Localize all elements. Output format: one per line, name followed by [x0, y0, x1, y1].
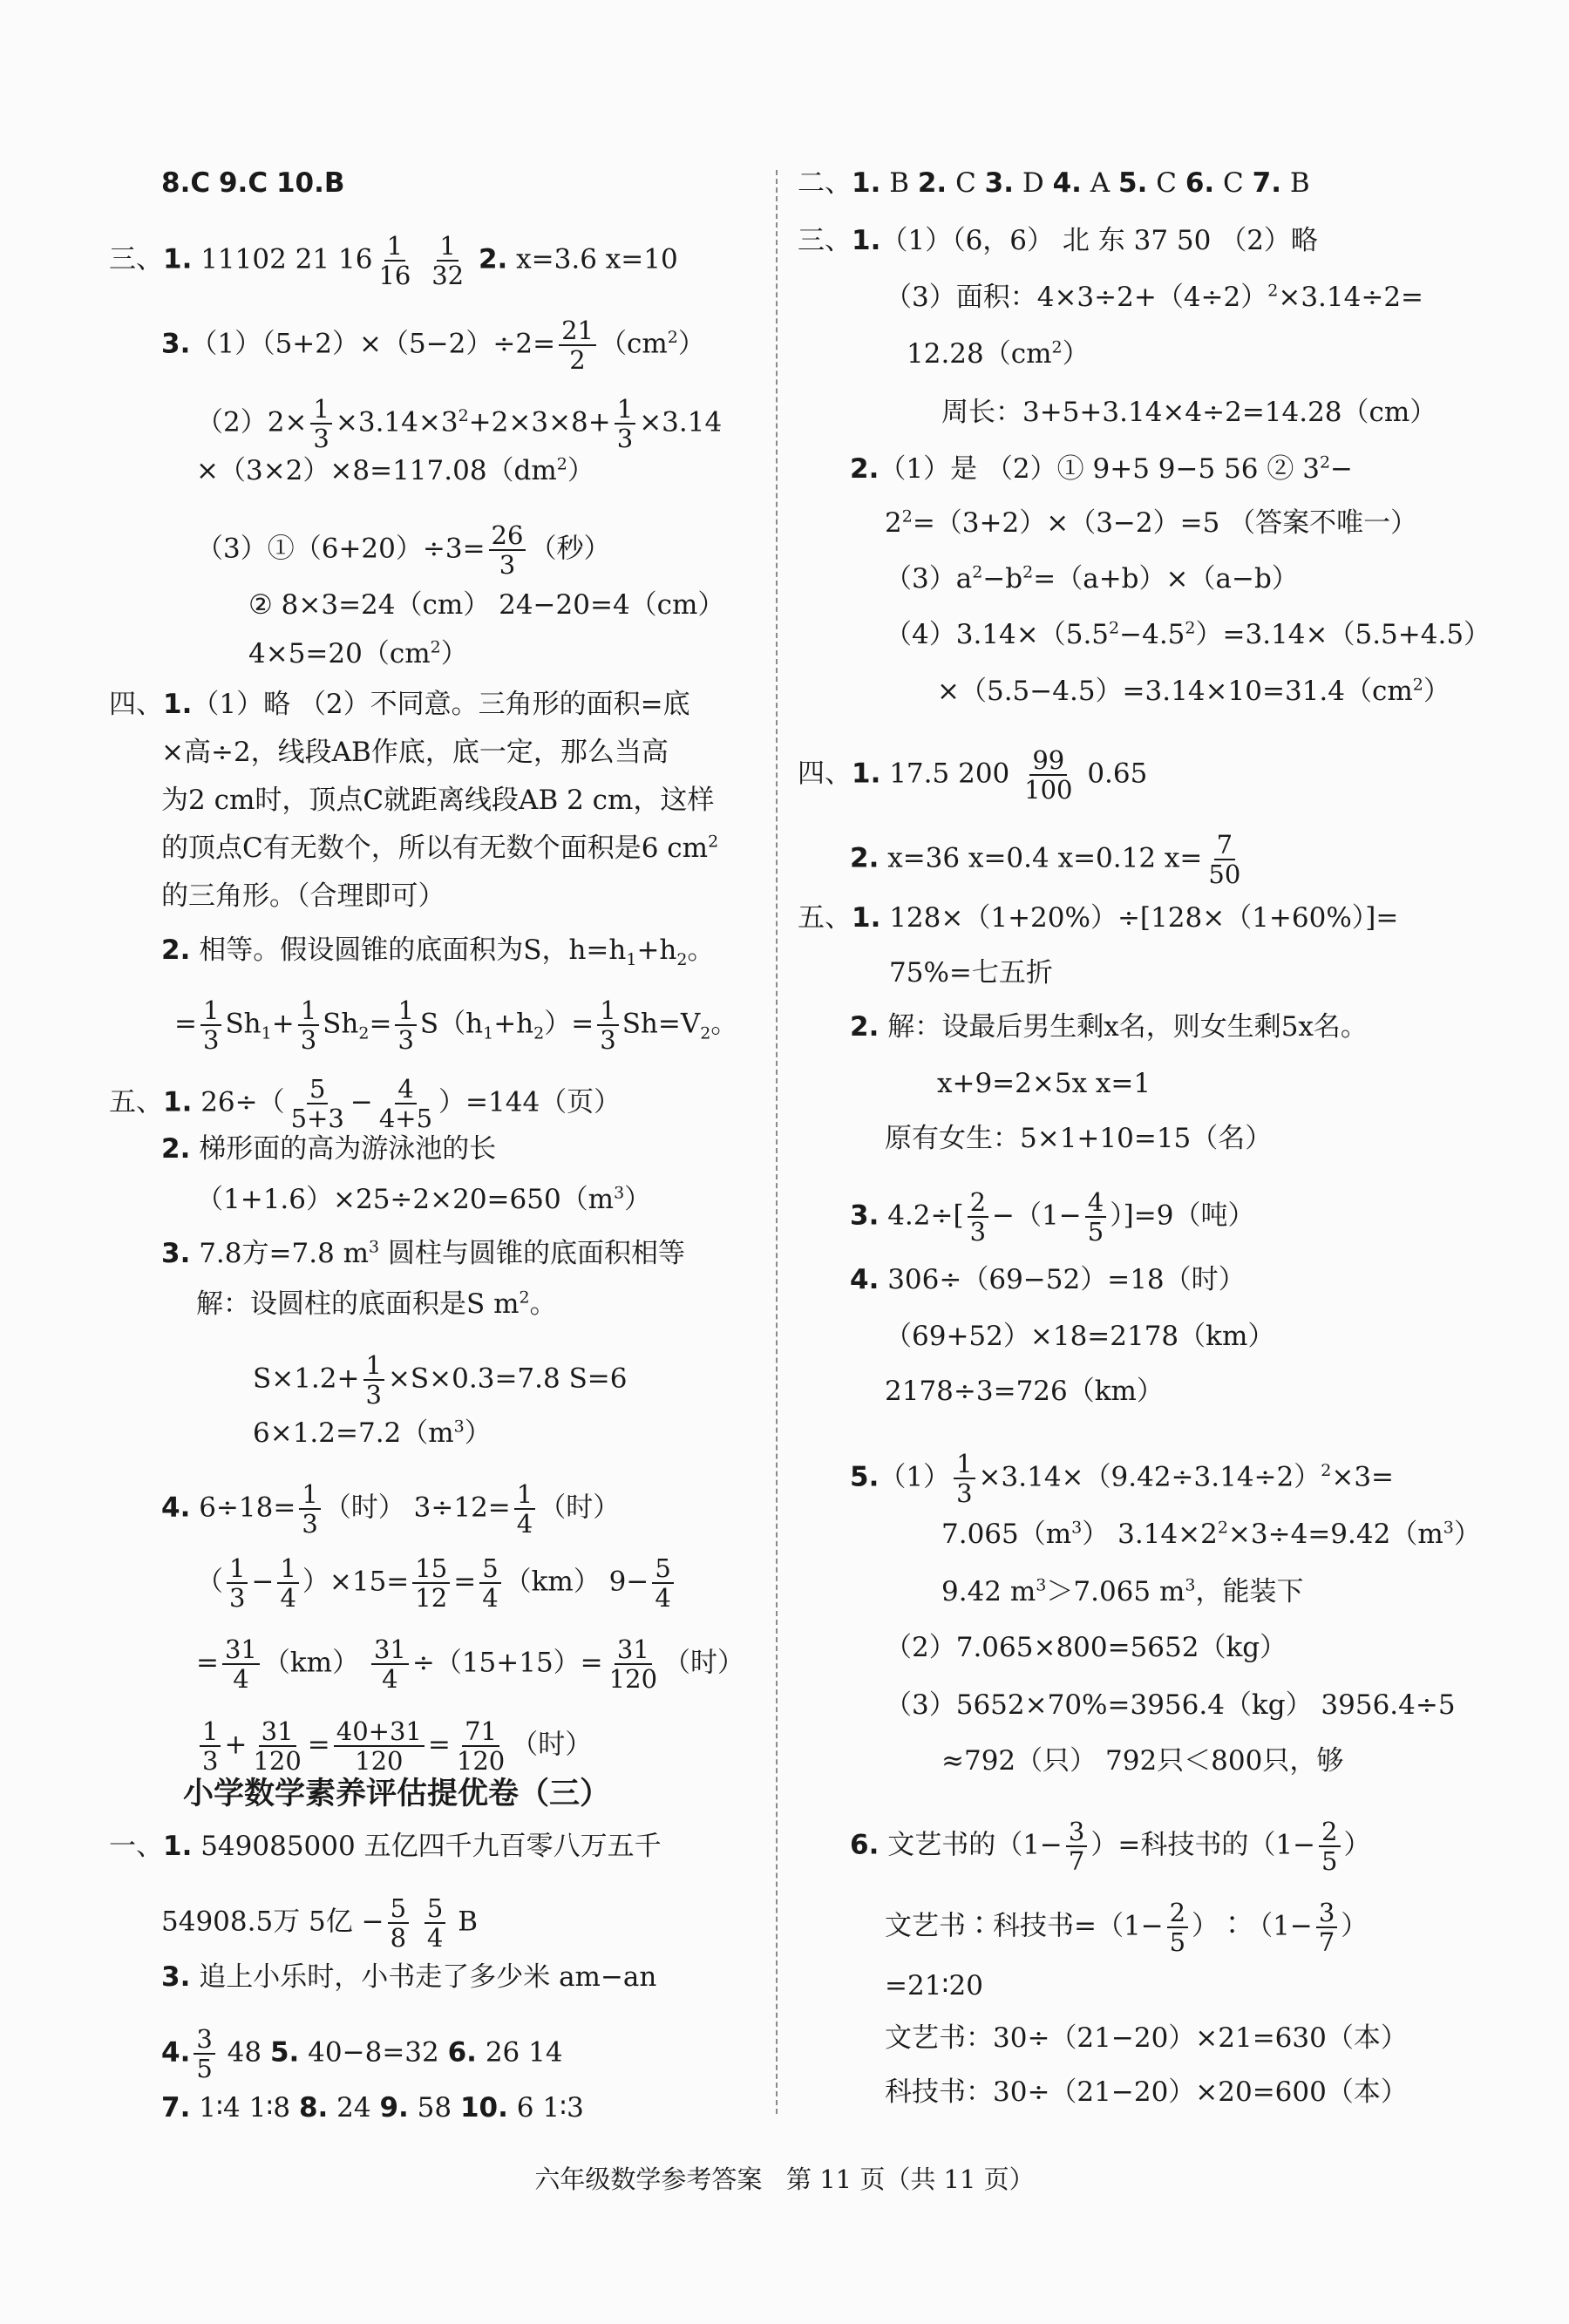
left-answer-line: [183, 1777, 610, 1812]
fraction: $\frac{3}{7}$: [1316, 1899, 1337, 1956]
fraction: $\frac{1}{32}$: [431, 231, 465, 290]
fraction: $\frac{1}{3}$: [200, 996, 221, 1054]
column-divider: [776, 170, 778, 2114]
left-answer-line: 4. 6÷18= $\frac{1}{3}$ （时） 3÷12= $\frac{1}{4}$ （时）: [161, 1479, 621, 1539]
right-answer-line: 75%=七五折: [889, 957, 1053, 989]
left-answer-line: 3. 追上小乐时，小书走了多少米 am−an: [161, 1961, 657, 1993]
left-answer-line: 为2 cm时，顶点C就距离线段AB 2 cm，这样: [161, 785, 715, 816]
fraction: $\frac{1}{4}$: [277, 1554, 298, 1612]
fraction: $\frac{5}{5+3}$: [290, 1074, 344, 1133]
fraction: $\frac{99}{100}$: [1024, 745, 1073, 805]
right-answer-line: ≈792（只） 792只＜800只，够: [941, 1745, 1344, 1777]
right-answer-line: $7.065(m^3)$ $3.14\times 2^2\times 3\div 4=9.42(m^3)$: [941, 1518, 1481, 1550]
fraction: $\frac{1}{3}$: [200, 1717, 221, 1775]
left-answer-line: = $\frac{1}{3}$ $Sh_1+$ $\frac{1}{3}$ $Sh_2=$ $\frac{1}{3}$ $S(h_1+h_2)=$ $\frac{1}{3}$ $Sh=V_2$。: [174, 996, 738, 1055]
fraction: $\frac{5}{4}$: [425, 1894, 445, 1952]
fraction: $\frac{1}{3}$: [954, 1450, 975, 1507]
fraction: $\frac{1}{3}$: [310, 395, 331, 452]
left-answer-line: 3.（1）（5+2）×（5−2）÷2= $\frac{21}{2}$ $(cm^2)$: [161, 316, 705, 375]
left-answer-line: 4. $\frac{3}{5}$ 48 5. 40−8=32 6. 26 14: [161, 2024, 563, 2083]
right-answer-line: 6. 文艺书的（1− $\frac{3}{7}$ ）=科技书的（1− $\frac{2}{5}$ ）: [850, 1817, 1371, 1876]
right-answer-line: $\times(5.5-4.5)=3.14\times 10=31.4(cm^2)$: [937, 675, 1450, 707]
left-answer-line: 的顶点C有无数个，所以有无数个面积是6 $cm^2$: [161, 832, 719, 864]
right-answer-line: 5.（1） $\frac{1}{3}$ $\times 3.14\times(9.42\div 3.14\div 2)^2\times 3=$: [850, 1449, 1395, 1508]
fraction: $\frac{5}{8}$: [388, 1894, 409, 1952]
right-answer-line: （2）7.065×800=5652（kg）: [885, 1632, 1287, 1663]
left-answer-line: 7. 1∶4 1∶8 8. 24 9. 58 10. 6 1∶3: [161, 2092, 584, 2124]
fraction: $\frac{4}{5}$: [1085, 1188, 1106, 1246]
right-answer-line: （3）面积：$4\times 3\div 2+(4\div 2)^2\times 3.14\div 2=$: [885, 281, 1424, 313]
left-answer-line: （2）2× $\frac{1}{3}$ $\times 3.14\times 3^2+2\times 3\times 8+$ $\frac{1}{3}$ ×3.14: [196, 394, 723, 453]
left-answer-line: $6\times 1.2=7.2(m^3)$: [253, 1417, 492, 1449]
left-answer-line: 2. 相等。假设圆锥的底面积为S，$h=h_1+h_2$。: [161, 934, 715, 970]
fraction: $\frac{4}{4+5}$: [378, 1074, 433, 1133]
left-answer-line: = $\frac{31}{4}$ （km） $\frac{31}{4}$ ÷（15+15）= $\frac{31}{120}$ （时）: [196, 1634, 745, 1694]
left-answer-line: 解：设圆柱的底面积是S $m^2$。: [196, 1288, 557, 1320]
left-answer-line: 的三角形。（合理即可）: [161, 880, 445, 912]
right-answer-line: $12.28(cm^2)$: [907, 337, 1090, 370]
right-answer-line: 2. x=36 x=0.4 x=0.12 x= $\frac{7}{50}$: [850, 831, 1246, 888]
left-answer-line: （3）①（6+20）÷3= $\frac{26}{3}$ （秒）: [196, 520, 611, 580]
right-answer-line: （3）5652×70%=3956.4（kg） 3956.4÷5: [885, 1689, 1456, 1721]
section-title: 小学数学素养评估提优卷（三）: [183, 1777, 611, 1811]
right-answer-line: 2.（1）是 （2）① 9+5 9−5 56 ② $3^2-$: [850, 452, 1354, 485]
right-answer-line: $2^2=(3+2)\times(3-2)=5$ （答案不唯一）: [885, 506, 1418, 539]
fraction: $\frac{31}{4}$: [222, 1635, 260, 1693]
left-answer-line: S×1.2+ $\frac{1}{3}$ ×S×0.3=7.8 S=6: [253, 1350, 628, 1410]
right-answer-line: 3. 4.2÷[ $\frac{2}{3}$ −（1− $\frac{4}{5}$ ）]=9（吨）: [850, 1187, 1255, 1247]
right-answer-line: 二、1. B 2. C 3. D 4. A 5. C 6. C 7. B: [798, 167, 1310, 199]
right-answer-line: 4. 306÷（69−52）=18（时）: [850, 1264, 1246, 1295]
right-answer-line: 三、1.（1）（6，6） 北 东 37 50 （2）略: [798, 225, 1318, 256]
right-answer-line: $(4)3.14\times(5.5^2-4.5^2)=3.14\times(5.5+4.5)$: [885, 618, 1491, 650]
right-answer-line: 科技书：30÷（21−20）×20=600（本）: [885, 2076, 1408, 2108]
right-answer-line: =21∶20: [885, 1970, 983, 2001]
right-answer-line: （69+52）×18=2178（km）: [885, 1321, 1275, 1352]
left-answer-line: 三、1. 11102 21 16 $\frac{1}{16}$ $\frac{1}{32}$ 2. x=3.6 x=10: [109, 231, 678, 290]
right-answer-line: $(3)a^2-b^2=(a+b)\times(a-b)$: [885, 562, 1299, 595]
fraction: $\frac{15}{12}$: [412, 1554, 450, 1612]
fraction: $\frac{40+31}{120}$: [334, 1717, 425, 1775]
left-answer-line: ② 8×3=24（cm） 24−20=4（cm）: [248, 589, 725, 621]
right-answer-line: 原有女生：5×1+10=15（名）: [885, 1123, 1273, 1154]
left-answer-line: $\times(3\times 2)\times 8=117.08(dm^2)$: [196, 454, 594, 486]
right-answer-line: 文艺书：30÷（21−20）×21=630（本）: [885, 2022, 1408, 2054]
fraction: $\frac{1}{3}$: [299, 1480, 320, 1538]
fraction: $\frac{2}{3}$: [968, 1188, 988, 1246]
page-footer: 六年级数学参考答案 第 11 页（共 11 页）: [534, 2164, 1035, 2194]
left-answer-line: （ $\frac{1}{3}$ − $\frac{1}{4}$ ）×15= $\frac{15}{12}$ = $\frac{5}{4}$ （km） 9− $\frac{5}{4}$: [196, 1554, 677, 1612]
left-answer-line: ×高÷2，线段AB作底，底一定，那么当高: [161, 737, 669, 768]
fraction: $\frac{1}{3}$: [615, 395, 635, 452]
fraction: $\frac{1}{3}$: [363, 1351, 384, 1409]
right-answer-line: 9.42 $m^3>7.065$ $m^3$，能装下: [941, 1575, 1304, 1607]
fraction: $\frac{26}{3}$: [489, 521, 526, 579]
left-answer-line: $\frac{1}{3}$ + $\frac{31}{120}$ = $\frac{40+31}{120}$ = $\frac{71}{120}$ （时）: [196, 1717, 592, 1775]
fraction: $\frac{2}{5}$: [1167, 1899, 1188, 1956]
fraction: $\frac{21}{2}$: [559, 316, 596, 374]
right-answer-line: 四、1. 17.5 200 $\frac{99}{100}$ 0.65: [798, 745, 1148, 805]
left-answer-line: $4\times 5=20(cm^2)$: [248, 637, 468, 669]
right-answer-line: 五、1. 128×（1+20%）÷[128×（1+60%）]=: [798, 902, 1399, 934]
fraction: $\frac{31}{120}$: [253, 1716, 302, 1776]
right-answer-line: 2. 解：设最后男生剩x名，则女生剩5x名。: [850, 1011, 1368, 1043]
left-answer-line: 3. 7.8方=7.8 $m^3$ 圆柱与圆锥的底面积相等: [161, 1237, 685, 1269]
left-answer-line: 54908.5万 5亿 − $\frac{5}{8}$ $\frac{5}{4}$ B: [161, 1893, 479, 1953]
fraction: $\frac{1}{16}$: [378, 231, 411, 290]
left-answer-line: 一、1. 549085000 五亿四千九百零八万五千: [109, 1831, 662, 1862]
fraction: $\frac{3}{7}$: [1066, 1818, 1087, 1875]
fraction: $\frac{1}{4}$: [514, 1480, 535, 1538]
left-answer-line: 2. 梯形面的高为游泳池的长: [161, 1133, 497, 1165]
left-answer-line: 四、1.（1）略 （2）不同意。三角形的面积=底: [109, 689, 690, 720]
fraction: $\frac{2}{5}$: [1319, 1818, 1340, 1875]
right-answer-line: 周长：3+5+3.14×4÷2=14.28（cm）: [941, 397, 1437, 428]
fraction: $\frac{7}{50}$: [1208, 830, 1241, 889]
left-answer-line: 8.C 9.C 10.B: [161, 167, 345, 199]
fraction: $\frac{31}{120}$: [608, 1634, 658, 1694]
left-answer-line: 五、1. 26÷（ $\frac{5}{5+3}$ − $\frac{4}{4+5}$ ）=144（页）: [109, 1074, 621, 1133]
fraction: $\frac{5}{4}$: [652, 1554, 673, 1612]
right-answer-line: 文艺书∶科技书=（1− $\frac{2}{5}$ ）∶（1− $\frac{3}{7}$ ）: [885, 1898, 1369, 1957]
fraction: $\frac{1}{3}$: [227, 1554, 248, 1612]
fraction: $\frac{71}{120}$: [456, 1716, 506, 1776]
fraction: $\frac{5}{4}$: [479, 1554, 500, 1612]
fraction: $\frac{1}{3}$: [298, 996, 319, 1054]
fraction: $\frac{3}{5}$: [194, 2025, 214, 2083]
right-answer-line: 2178÷3=726（km）: [885, 1376, 1164, 1407]
left-answer-line: $(1+1.6)\times 25\div 2\times 20=650(m^3)$: [196, 1183, 652, 1215]
right-answer-line: x+9=2×5x x=1: [937, 1068, 1151, 1099]
fraction: $\frac{1}{3}$: [395, 996, 416, 1054]
fraction: $\frac{31}{4}$: [371, 1635, 409, 1693]
fraction: $\frac{1}{3}$: [597, 996, 618, 1054]
